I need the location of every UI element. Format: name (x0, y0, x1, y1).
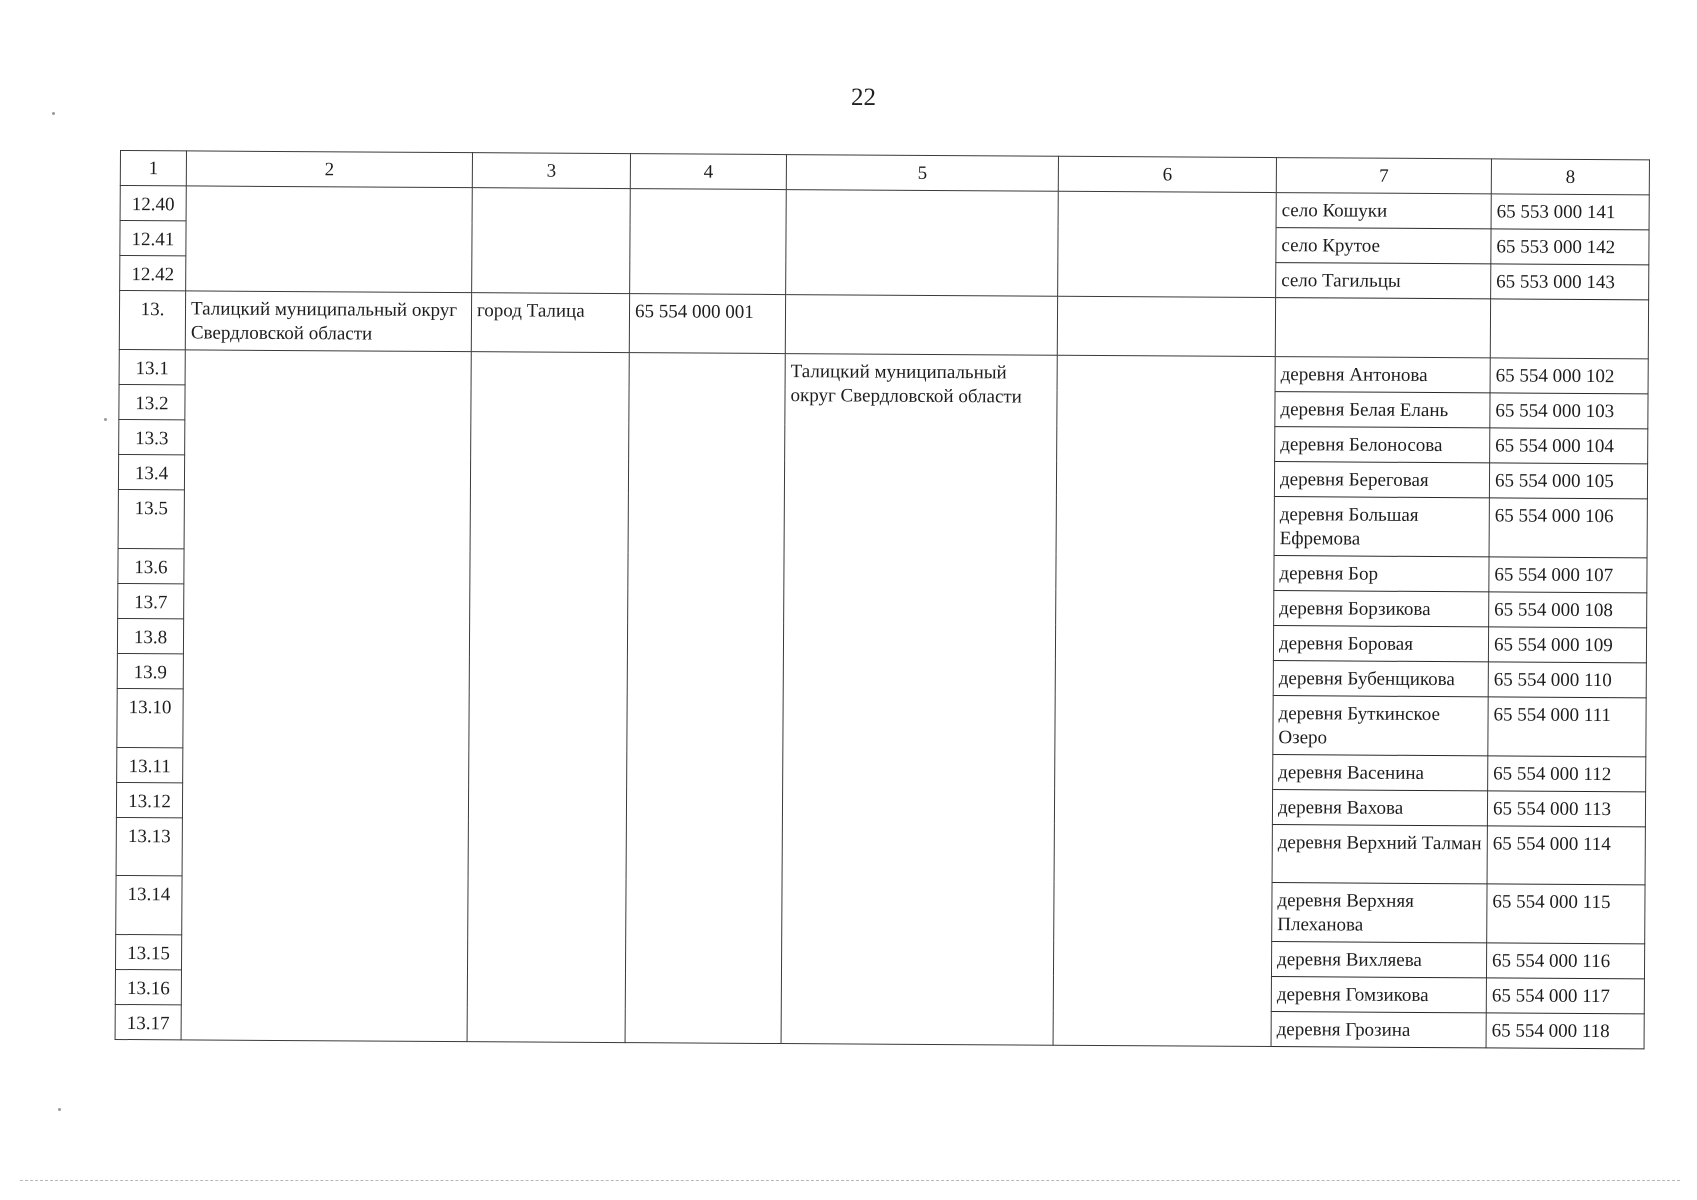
district-subgroup-name: Талицкий муниципальный округ Свердловской области (781, 354, 1057, 1046)
column-header-1: 1 (120, 151, 186, 186)
row-number: 13.2 (119, 384, 185, 419)
settlement-name: деревня Бор (1274, 556, 1489, 592)
settlement-code: 65 554 000 116 (1486, 943, 1644, 979)
table-wrapper (115, 150, 1650, 1049)
scan-speck (58, 1108, 61, 1111)
settlement-name: село Кошуки (1276, 193, 1491, 229)
settlement-code: 65 553 000 142 (1491, 229, 1649, 265)
row-number: 13.12 (116, 782, 182, 817)
settlement-code: 65 554 000 110 (1488, 662, 1646, 698)
scan-edge-line (20, 1180, 1680, 1181)
settlement-name: деревня Белая Елань (1275, 392, 1490, 428)
column-header-5: 5 (786, 155, 1058, 192)
col-6-empty (1057, 296, 1275, 356)
column-header-2: 2 (186, 151, 472, 188)
column-header-3: 3 (472, 153, 630, 189)
settlement-code: 65 554 000 106 (1489, 498, 1647, 558)
row-number: 13.14 (116, 875, 182, 934)
row-number: 13.17 (115, 1004, 181, 1039)
settlement-code: 65 554 000 118 (1486, 1013, 1644, 1049)
settlement-code: 65 554 000 102 (1490, 358, 1648, 394)
district-name: Талицкий муниципальный округ Свердловской области (185, 291, 471, 352)
col-6-empty (1058, 191, 1277, 297)
settlements-table (115, 150, 1650, 1049)
settlement-code: 65 554 000 113 (1487, 791, 1645, 827)
settlement-name: деревня Антонова (1275, 357, 1490, 393)
scan-speck (104, 418, 107, 421)
settlement-code: 65 554 000 103 (1490, 393, 1648, 429)
settlement-name: деревня Борзикова (1274, 591, 1489, 627)
col-3-empty (467, 352, 629, 1043)
row-number: 13.7 (118, 583, 184, 618)
col-6-empty (1053, 355, 1275, 1046)
settlement-code: 65 554 000 114 (1487, 826, 1645, 885)
row-number: 13.9 (117, 653, 183, 688)
col-3-empty (472, 188, 631, 294)
col-5-empty (785, 295, 1057, 356)
settlement-name: деревня Верхний Талман (1272, 825, 1487, 884)
settlement-code: 65 554 000 111 (1488, 697, 1646, 757)
col-5-empty (786, 190, 1059, 297)
row-number: 13.10 (117, 688, 183, 747)
settlement-name: деревня Верхняя Плеханова (1272, 883, 1487, 943)
settlement-code: 65 554 000 115 (1487, 884, 1645, 944)
page-number: 22 (851, 84, 876, 111)
settlement-name: деревня Гомзикова (1271, 977, 1486, 1013)
settlement-name: деревня Боровая (1273, 626, 1488, 662)
settlement-name: деревня Бубенщикова (1273, 661, 1488, 697)
settlement-code: 65 553 000 143 (1491, 264, 1649, 300)
column-header-4: 4 (630, 154, 786, 190)
col-8-empty (1490, 299, 1648, 359)
district-row (119, 291, 1648, 359)
settlement-code: 65 554 000 117 (1486, 978, 1644, 1014)
settlement-code: 65 554 000 104 (1490, 428, 1648, 464)
settlement-name: деревня Большая Ефремова (1274, 497, 1489, 557)
row-number: 13.6 (118, 548, 184, 583)
settlement-code: 65 554 000 108 (1489, 592, 1647, 628)
row-number: 13.15 (115, 934, 181, 969)
row-number: 13.4 (118, 454, 184, 489)
row-number: 12.40 (120, 186, 186, 221)
settlement-name: село Крутое (1276, 228, 1491, 264)
row-number: 13.1 (119, 349, 185, 384)
settlement-name: село Тагильцы (1276, 263, 1491, 299)
district-number: 13. (119, 291, 185, 350)
settlement-code: 65 554 000 109 (1488, 627, 1646, 663)
settlement-code: 65 554 000 107 (1489, 557, 1647, 593)
row-number: 13.8 (117, 618, 183, 653)
column-header-8: 8 (1491, 159, 1649, 195)
col-4-empty (625, 353, 785, 1044)
row-number: 13.5 (118, 489, 184, 548)
settlement-name: деревня Белоносова (1275, 427, 1490, 463)
settlement-code: 65 554 000 105 (1489, 463, 1647, 499)
column-header-7: 7 (1276, 158, 1491, 194)
row-number: 13.13 (116, 817, 182, 875)
col-7-empty (1275, 298, 1490, 358)
row-number: 13.3 (119, 419, 185, 454)
district-center: город Талица (471, 293, 629, 353)
row-number: 12.42 (120, 256, 186, 291)
col-2-empty (186, 186, 473, 293)
col-4-empty (630, 189, 787, 295)
col-2-empty (181, 350, 471, 1042)
settlement-name: деревня Васенина (1273, 755, 1488, 791)
scan-speck (52, 112, 55, 115)
settlement-code: 65 554 000 112 (1488, 756, 1646, 792)
row-number: 13.16 (115, 969, 181, 1004)
district-code: 65 554 000 001 (629, 294, 785, 354)
column-header-6: 6 (1058, 156, 1276, 192)
row-number: 13.11 (117, 747, 183, 782)
settlement-name: деревня Вихляева (1271, 942, 1486, 978)
settlement-code: 65 553 000 141 (1491, 194, 1649, 230)
settlement-name: деревня Грозина (1271, 1012, 1486, 1048)
settlement-name: деревня Вахова (1272, 790, 1487, 826)
row-number: 12.41 (120, 221, 186, 256)
settlement-name: деревня Береговая (1274, 462, 1489, 498)
settlement-name: деревня Буткинское Озеро (1273, 696, 1488, 756)
